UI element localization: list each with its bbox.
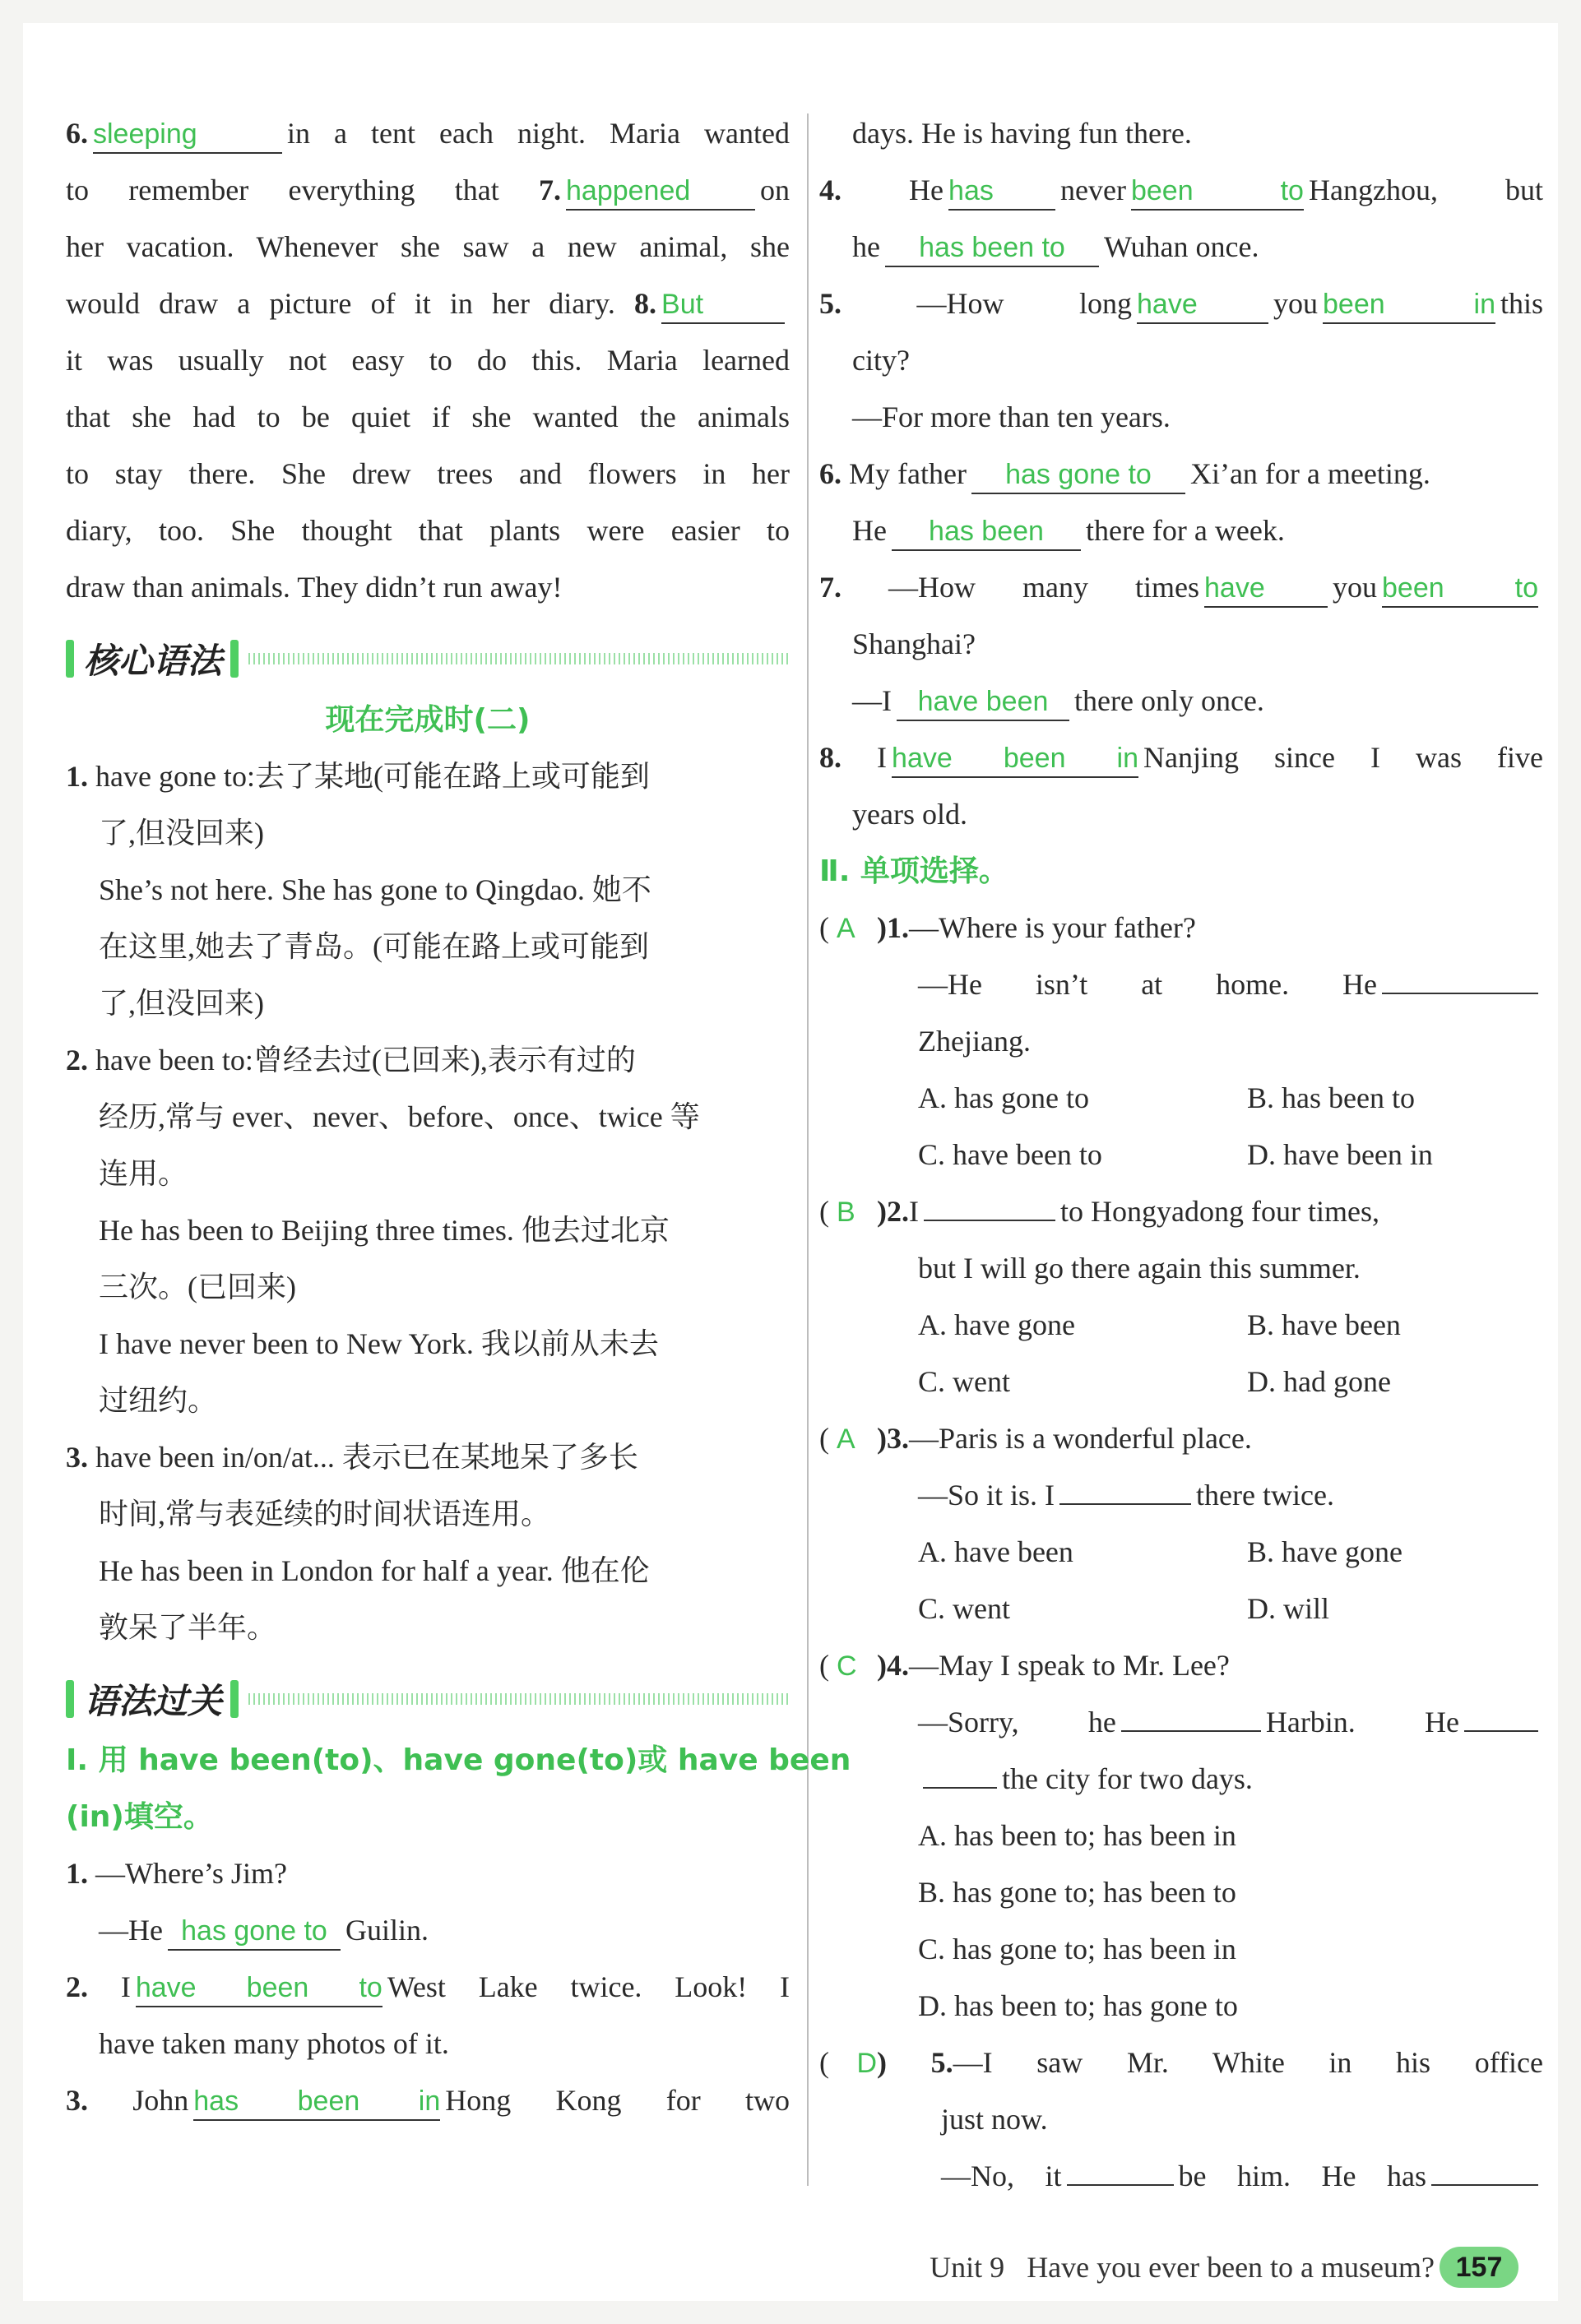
part1-instruction-cont: (in)填空。	[66, 1800, 213, 1834]
mc-q2-l2: but I will go there again this summer.	[918, 1252, 1361, 1285]
mc-answer[interactable]: A	[837, 913, 855, 944]
section-title: 语法过关	[84, 1681, 223, 1721]
part2-instruction: Ⅱ. 单项选择。	[819, 854, 1008, 888]
fill-q5: 5. —How long have you been in this	[819, 275, 1543, 332]
mc-q3-l2: —So it is. I there twice.	[819, 1467, 1543, 1524]
option-b[interactable]: B. have been	[1247, 1308, 1401, 1341]
mc-q5-l3: —No, it be him. He has	[819, 2148, 1543, 2205]
fill-q2-cont: have taken many photos of it.	[99, 2027, 449, 2060]
option-a[interactable]: A. has gone to	[918, 1081, 1089, 1114]
fill-q7-reply: —I have been there only once.	[819, 673, 1543, 729]
section-bar-icon	[66, 1680, 74, 1718]
fill-q7: 7. —How many times have you been to	[819, 559, 1543, 616]
section-bar-icon	[230, 640, 239, 678]
section-heading-grammar-practice	[66, 1666, 790, 1732]
fill-q7-cont: Shanghai?	[852, 627, 976, 660]
mc-q3-options-cd	[819, 1581, 1543, 1637]
grammar-line: 3. have been in/on/at... 表示已在某地呆了多长	[66, 1441, 638, 1474]
answer-blank[interactable]: been to	[1131, 173, 1304, 211]
mc-answer[interactable]: B	[837, 1197, 855, 1228]
footer-unit-title: Unit 9 Have you ever been to a museum?	[930, 2251, 1435, 2284]
section-bar-icon	[66, 640, 74, 678]
grammar-notes	[66, 748, 790, 1656]
answer-blank[interactable]: have been	[897, 683, 1069, 721]
mc-q3-options-ab	[819, 1524, 1543, 1581]
answer-blank[interactable]	[1431, 2148, 1538, 2186]
answer-blank[interactable]: has been in	[193, 2083, 440, 2121]
mc-q2-options-ab	[819, 1297, 1543, 1354]
grammar-line: 过纽约。	[99, 1384, 218, 1417]
mc-q4-option-a	[819, 1808, 1543, 1864]
answer-blank[interactable]: happened	[566, 173, 755, 211]
answer-blank[interactable]: has	[948, 173, 1055, 211]
option-c[interactable]: C. went	[918, 1365, 1010, 1398]
option-c[interactable]: C. went	[918, 1592, 1010, 1625]
left-column	[66, 105, 851, 2129]
grammar-line: 连用。	[99, 1157, 188, 1190]
grammar-line: 时间,常与表延续的时间状语连用。	[99, 1498, 551, 1530]
fill-q2: 2. I have been to West Lake twice. Look! I	[66, 1959, 790, 2016]
fill-q8: 8. I have been in Nanjing since I was five	[819, 729, 1543, 786]
answer-blank[interactable]	[1382, 956, 1538, 994]
dotted-rule	[248, 653, 790, 664]
grammar-line: 经历,常与 ever、never、before、once、twice 等	[99, 1100, 700, 1133]
option-a[interactable]: A. has been to; has been in	[918, 1819, 1236, 1852]
mc-answer[interactable]: D	[856, 2048, 877, 2079]
answer-blank[interactable]	[1067, 2148, 1174, 2186]
answer-blank[interactable]: been to	[1382, 570, 1538, 608]
reading-passage	[66, 105, 790, 616]
grammar-line: I have never been to New York. 我以前从未去	[99, 1327, 659, 1360]
answer-blank[interactable]: have been in	[892, 740, 1138, 778]
section-title: 核心语法	[84, 641, 223, 681]
passage-line: it was usually not easy to do this. Maria learned	[66, 344, 790, 377]
workbook-page	[23, 23, 1558, 2301]
fill-q5-cont: city?	[852, 344, 910, 377]
passage-line: that she had to be quiet if she wanted the animals	[66, 400, 790, 433]
mc-answer[interactable]: C	[837, 1650, 857, 1682]
grammar-line: 敦呆了半年。	[99, 1611, 277, 1644]
answer-blank[interactable]: have been to	[136, 1970, 382, 2007]
part1-instruction: Ⅰ. 用 have been(to)、have gone(to)或 have been	[66, 1743, 851, 1777]
mc-q3: ( A )3.—Paris is a wonderful place.	[819, 1422, 1252, 1455]
grammar-line: He has been in London for half a year. 他在伦	[99, 1554, 650, 1587]
option-a[interactable]: A. have gone	[918, 1308, 1075, 1341]
mc-q1-options-cd	[819, 1127, 1543, 1183]
right-column	[819, 105, 1543, 2205]
answer-blank[interactable]: has been to	[885, 229, 1099, 267]
passage-line: to remember everything that 7. happened on	[66, 162, 790, 219]
mc-q4: ( C )4.—May I speak to Mr. Lee?	[819, 1649, 1230, 1682]
mc-q2: ( B )2.I to Hongyadong four times,	[819, 1183, 1543, 1240]
answer-blank[interactable]: been in	[1323, 286, 1495, 324]
grammar-line: 在这里,她去了青岛。(可能在路上或可能到	[99, 930, 649, 963]
grammar-line: 1. have gone to:去了某地(可能在路上或可能到	[66, 760, 650, 793]
column-divider	[807, 113, 809, 2186]
page-footer	[23, 2243, 1558, 2293]
fill-q3-cont: days. He is having fun there.	[852, 117, 1192, 150]
mc-q4-l2: —Sorry, he Harbin. He	[819, 1694, 1543, 1751]
option-b[interactable]: B. has been to	[1247, 1081, 1415, 1114]
section-heading-core-grammar	[66, 626, 790, 692]
option-a[interactable]: A. have been	[918, 1535, 1073, 1568]
fill-q6: 6. My father has gone to Xi’an for a meeting.	[819, 446, 1543, 502]
answer-blank[interactable]	[1059, 1467, 1191, 1505]
answer-blank[interactable]: sleeping	[93, 116, 282, 154]
grammar-line: 2. have been to:曾经去过(已回来),表示有过的	[66, 1044, 636, 1076]
mc-q4-option-c	[819, 1921, 1543, 1978]
section-bar-icon	[230, 1680, 239, 1718]
passage-line: 6. sleeping in a tent each night. Maria wanted	[66, 105, 790, 162]
answer-blank[interactable]: has gone to	[168, 1913, 341, 1951]
mc-q5-l2: just now.	[941, 2103, 1048, 2136]
passage-line: her vacation. Whenever she saw a new animal, she	[66, 230, 790, 263]
option-c[interactable]: C. has gone to; has been in	[918, 1933, 1236, 1965]
mc-q4-option-b	[819, 1864, 1543, 1921]
grammar-line: 了,但没回来)	[99, 817, 264, 850]
grammar-line: 了,但没回来)	[99, 987, 264, 1020]
answer-blank[interactable]: has gone to	[971, 456, 1185, 494]
answer-blank[interactable]	[1121, 1694, 1261, 1732]
fill-q1: 1. —Where’s Jim?	[66, 1857, 287, 1890]
mc-q1-l3: Zhejiang.	[918, 1025, 1031, 1058]
mc-q2-options-cd	[819, 1354, 1543, 1410]
answer-blank[interactable]	[923, 1751, 997, 1789]
answer-blank[interactable]: But	[661, 286, 785, 324]
mc-q1-l2: —He isn’t at home. He	[819, 956, 1543, 1013]
mc-answer[interactable]: A	[837, 1424, 855, 1455]
passage-line: to stay there. She drew trees and flowers in her	[66, 457, 790, 490]
passage-line: draw than animals. They didn’t run away!	[66, 571, 563, 604]
fill-q5-reply: —For more than ten years.	[852, 400, 1171, 433]
answer-blank[interactable]: have	[1137, 286, 1268, 324]
fill-q4-cont: he has been to Wuhan once.	[819, 219, 1543, 275]
grammar-line: He has been to Beijing three times. 他去过北京	[99, 1214, 670, 1247]
option-d[interactable]: D. will	[1247, 1592, 1330, 1625]
fill-q3: 3. John has been in Hong Kong for two	[66, 2072, 790, 2129]
grammar-subtitle: 现在完成时(二)	[325, 703, 531, 737]
mc-q4-option-d	[819, 1978, 1543, 2035]
option-d[interactable]: D. had gone	[1247, 1365, 1391, 1398]
grammar-line: She’s not here. She has gone to Qingdao. 她不	[99, 873, 651, 906]
answer-blank[interactable]: has been	[892, 513, 1081, 551]
fill-q8-cont: years old.	[852, 798, 967, 831]
page-number-badge: 157	[1440, 2247, 1518, 2288]
answer-blank[interactable]: have	[1204, 570, 1328, 608]
mc-q5: ( D) 5.—I saw Mr. White in his office	[819, 2046, 1543, 2079]
passage-line: would draw a picture of it in her diary. 8. But	[66, 275, 790, 332]
fill-q1-answer-line: —He has gone to Guilin.	[66, 1902, 790, 1959]
option-b[interactable]: B. have gone	[1247, 1535, 1402, 1568]
grammar-line: 三次。(已回来)	[99, 1271, 296, 1303]
mc-q4-l3: the city for two days.	[819, 1751, 1543, 1808]
answer-blank[interactable]	[1464, 1694, 1538, 1732]
fill-q4: 4. He has never been to Hangzhou, but	[819, 162, 1543, 219]
option-d[interactable]: D. has been to; has gone to	[918, 1989, 1238, 2022]
option-d[interactable]: D. have been in	[1247, 1138, 1433, 1171]
answer-blank[interactable]	[924, 1183, 1055, 1221]
mc-q1: ( A )1.—Where is your father?	[819, 911, 1196, 944]
dotted-rule	[248, 1693, 790, 1705]
option-b[interactable]: B. has gone to; has been to	[918, 1876, 1236, 1909]
fill-q6-cont: He has been there for a week.	[819, 502, 1543, 559]
passage-line: diary, too. She thought that plants were easier to	[66, 514, 790, 547]
option-c[interactable]: C. have been to	[918, 1138, 1102, 1171]
mc-q1-options-ab	[819, 1070, 1543, 1127]
